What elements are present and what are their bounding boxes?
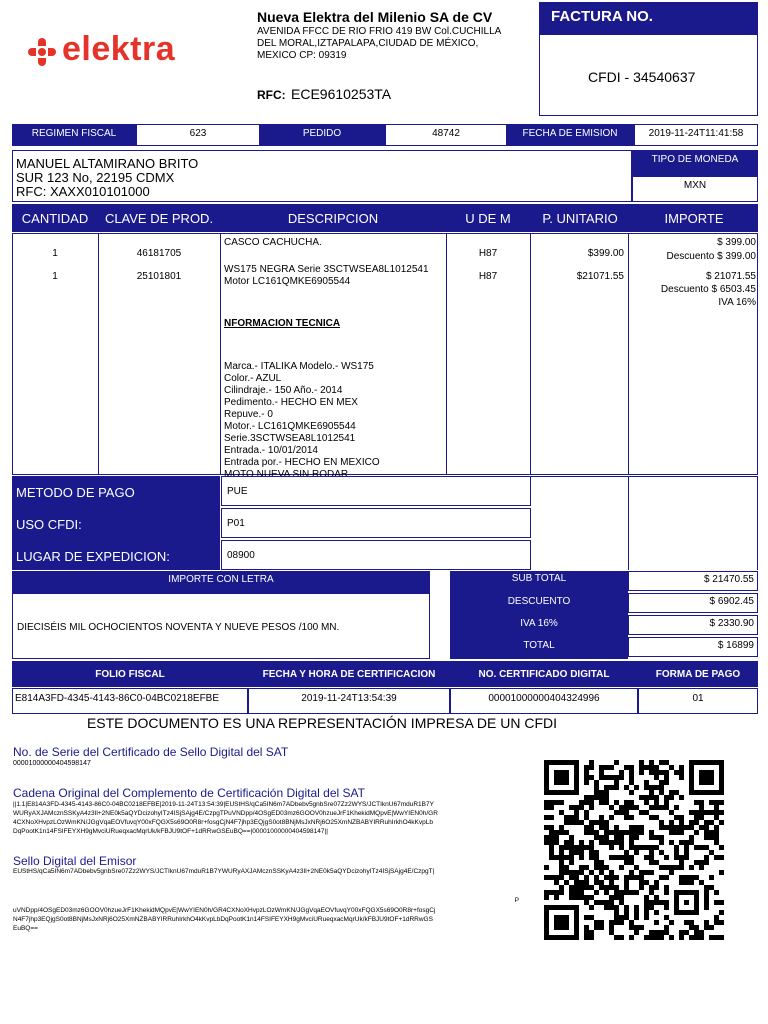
- importe-letra-label: IMPORTE CON LETRA: [12, 571, 430, 593]
- cert-forma: 01: [638, 688, 758, 714]
- row1-price: $399.00: [587, 248, 624, 259]
- sello-value-3: uVNDpp/4OSgED03mz6GOOV0hzueJrF1KhekidMQpvE|WwYIEN0h/GR4CXNoXHvpzLOzWmKN/JGgVqaEOVfuvqY00xFQGX5s69O0R8r+fosgCj N4F7jhp3EQjgS0ot8BNjMsJxNRj6O25XmNZBABYIRRuhIrkhO4kKvpLbDqPootK1n14FSIFEYXH9gMvciURueqxacMqrUk/kFBJU9tOF+1dRRwGS EuBQ==: [13, 907, 436, 932]
- cfdi-number: CFDI - 34540637: [588, 69, 696, 85]
- moneda-label: TIPO DE MONEDA: [632, 150, 758, 176]
- descuento-value: $ 6902.45: [628, 593, 758, 613]
- representation-note: ESTE DOCUMENTO ES UNA REPRESENTACIÓN IMPRESA DE UN CFDI: [86, 715, 558, 731]
- info-tecnica-body: Marca.- ITALIKA Modelo.- WS175 Color.- AZUL Cilindraje.- 150 Año.- 2014 Pedimento.- HECHO EN MEX Repuve.- 0 Motor.- LC161QMKE6905544 Serie.3SCTWSEA8L1012541 Entrada.- 10/01/2014 Entrada por.- HECHO EN MEXICO MOTO NUEVA SIN RODAR: [224, 361, 380, 480]
- payment-right-cell: [531, 476, 758, 570]
- regimen-label: REGIMEN FISCAL: [31, 128, 117, 139]
- row2-unit: H87: [478, 271, 498, 282]
- rfc-value: ECE9610253TA: [291, 86, 392, 102]
- header-descripcion: DESCRIPCION: [287, 211, 379, 226]
- col-divider: [98, 233, 99, 475]
- cert-header-folio: FOLIO FISCAL: [95, 669, 165, 680]
- sello-value: EUStHS/qCa5IN6m7ADbebv5gnbSre07Zz2WYS/JCTIknU67mduR1B7YWURyAXJAMcznSSKyA4z3Il+2NE0k5aQYDcizohyITz4ISjSAjg4E/CzpgT|: [13, 868, 435, 875]
- col-divider: [446, 233, 447, 475]
- header-clave: CLAVE DE PROD.: [104, 211, 214, 226]
- customer-name: MANUEL ALTAMIRANO BRITO: [16, 156, 199, 171]
- serie-value: 00001000000404598147: [13, 760, 91, 767]
- header-cantidad: CANTIDAD: [21, 211, 89, 226]
- cert-header-certificado: NO. CERTIFICADO DIGITAL: [478, 669, 610, 680]
- row1-desc: CASCO CACHUCHA.: [224, 237, 322, 248]
- row2-price: $21071.55: [576, 271, 624, 282]
- uso-value: P01: [221, 508, 531, 538]
- importe-letra-value: DIECISÉIS MIL OCHOCIENTOS NOVENTA Y NUEVE PESOS /100 MN.: [12, 593, 430, 659]
- descuento-label: DESCUENTO: [507, 596, 571, 607]
- customer-address: SUR 123 No, 22195 CDMX: [16, 170, 175, 185]
- col-divider: [628, 233, 629, 475]
- qr-code-icon: [544, 760, 724, 940]
- sello-label: Sello Digital del Emisor: [13, 854, 137, 868]
- factura-label: FACTURA NO.: [551, 8, 653, 25]
- row1-clave: 46181705: [136, 248, 182, 259]
- row1-importe: $ 399.00: [717, 237, 756, 248]
- row2-clave: 25101801: [136, 271, 182, 282]
- row2-desc: WS175 NEGRA Serie 3SCTWSEA8L1012541 Motor LC161QMKE6905544: [224, 264, 429, 287]
- sello-value-2: P: [514, 897, 519, 904]
- col-divider: [220, 233, 221, 475]
- cert-fecha: 2019-11-24T13:54:39: [248, 688, 450, 714]
- cert-certificado: 00001000000404324996: [450, 688, 638, 714]
- col-divider: [530, 233, 531, 475]
- moneda-value: MXN: [632, 176, 758, 202]
- header-importe: IMPORTE: [664, 211, 724, 226]
- row2-importe: $ 21071.55: [705, 271, 756, 282]
- metodo-value: PUE: [221, 476, 531, 506]
- col-divider: [628, 476, 629, 570]
- header-udem: U DE M: [465, 211, 511, 226]
- customer-rfc: RFC: XAXX010101000: [16, 184, 150, 199]
- brand-wordmark: elektra: [62, 30, 176, 68]
- company-name: Nueva Elektra del Milenio SA de CV: [257, 9, 493, 25]
- row2-descuento: Descuento $ 6503.45: [660, 284, 756, 295]
- info-tecnica-title: NFORMACION TECNICA: [224, 318, 341, 329]
- company-address: AVENIDA FFCC DE RIO FRIO 419 BW Col.CUCHILLA DEL MORAL,IZTAPALAPA,CIUDAD DE MÉXICO, MEXICO CP: 09319: [257, 26, 502, 61]
- row2-qty: 1: [52, 271, 58, 282]
- fecha-value: 2019-11-24T11:41:58: [635, 125, 757, 145]
- row1-unit: H87: [478, 248, 498, 259]
- cadena-label: Cadena Original del Complemento de Certificación Digital del SAT: [13, 786, 365, 800]
- pedido-label: PEDIDO: [302, 128, 342, 139]
- total-value: $ 16899: [628, 637, 758, 657]
- subtotal-value: $ 21470.55: [628, 571, 758, 591]
- regimen-value: 623: [137, 125, 259, 145]
- cadena-value: ||1.1|E814A3FD-4345-4143-86C0-04BC0218EFBE|2019-11-24T13:54:39|EUStHS/qCa5IN6m7ADbebv5gnbSre07Zz2WYS/JCTIknU67mduR1B7Y WURyAXJAMcznSSKyA4z3Il+2NE0k5aQYDcizohyITz4ISjSAjg4E/CzpgTPuVNDpp/4OSgED03mz6GOOV0hzueJrF1KhekidMQpvE|WwYIEN0h/GR 4CXNoXHvpzLOzWmKN/JGgVqaEOVfuvqY00xFQGX5s69O0R8r+fosgCjN4F7jhp3EQjgS0ot8BNjMsJxNRj6O25XmNZBABYIRRuhIrkhO4kKvpLb DqPootK1n14FSIFEYXH9gMvciURueqxacMqrUk/kFBJU9tOF+1dRRwGSEuBQ==|00001000000404598147||: [13, 801, 438, 835]
- cert-header-forma: FORMA DE PAGO: [655, 669, 741, 680]
- total-label: TOTAL: [523, 640, 555, 651]
- subtotal-label: SUB TOTAL: [511, 573, 567, 584]
- factura-box: [539, 34, 758, 116]
- row2-iva: IVA 16%: [718, 297, 756, 308]
- iva-value: $ 2330.90: [628, 615, 758, 635]
- row1-descuento: Descuento $ 399.00: [666, 251, 756, 262]
- serie-label: No. de Serie del Certificado de Sello Digital del SAT: [13, 745, 289, 759]
- uso-label: USO CFDI:: [16, 517, 82, 532]
- rfc-label: RFC:: [257, 88, 286, 102]
- cert-folio: E814A3FD-4345-4143-86C0-04BC0218EFBE: [12, 688, 248, 714]
- iva-label: IVA 16%: [520, 618, 558, 629]
- lugar-value: 08900: [221, 540, 531, 570]
- metodo-label: METODO DE PAGO: [16, 485, 135, 500]
- header-punitario: P. UNITARIO: [542, 211, 618, 226]
- factura-box-header: [539, 2, 758, 34]
- cert-header-fecha: FECHA Y HORA DE CERTIFICACION: [262, 669, 436, 680]
- qr-code: [544, 760, 724, 940]
- lugar-label: LUGAR DE EXPEDICION:: [16, 549, 170, 564]
- pedido-value: 48742: [386, 125, 506, 145]
- fecha-label: FECHA DE EMISION: [522, 128, 618, 139]
- row1-qty: 1: [52, 248, 58, 259]
